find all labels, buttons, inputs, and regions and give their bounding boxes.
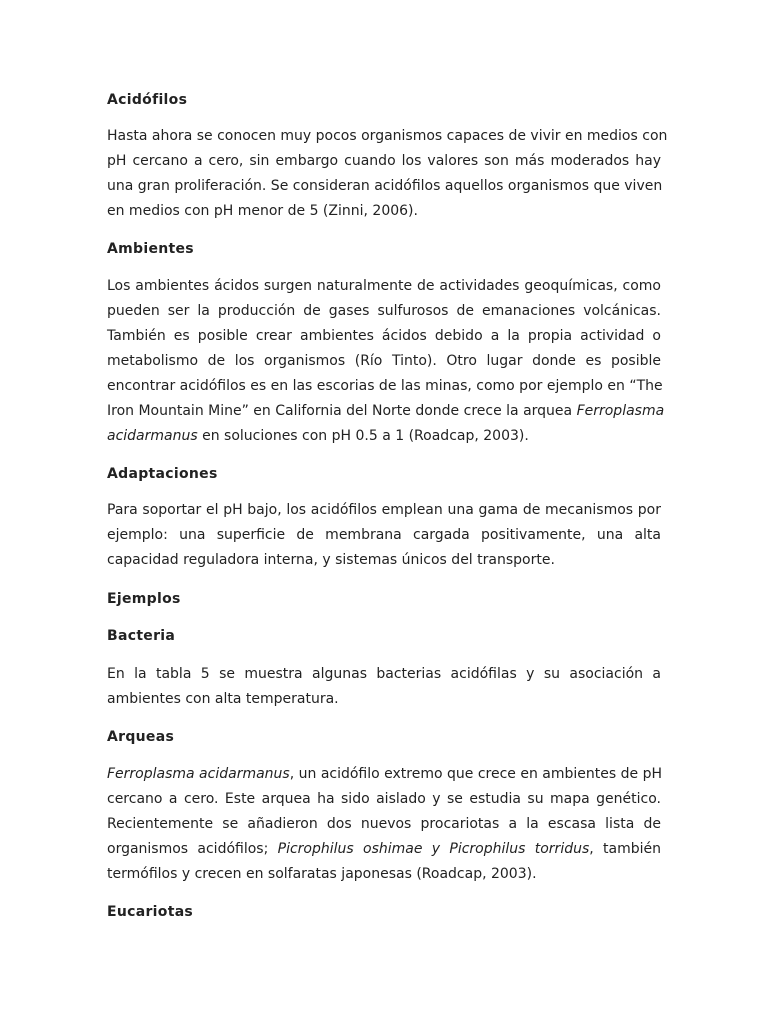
species-name: Ferroplasma acidarmanus <box>107 766 290 782</box>
heading-ejemplos: Ejemplos <box>107 591 181 607</box>
paragraph-bacteria <box>107 662 661 712</box>
text-line: En la tabla 5 se muestra algunas bacterias acidófilas y su asociación a <box>107 666 661 682</box>
text-line: ejemplo: una superficie de membrana cargada positivamente, una alta <box>107 527 661 543</box>
text-segment: en soluciones con pH 0.5 a 1 (Roadcap, 2003). <box>197 428 529 444</box>
text-line: una gran proliferación. Se consideran acidófilos aquellos organismos que viven <box>107 178 663 194</box>
text-line: Recientemente se añadieron dos nuevos procariotas a la escasa lista de <box>107 816 661 832</box>
text-line: Los ambientes ácidos surgen naturalmente de actividades geoquímicas, como <box>107 278 661 294</box>
text-line: termófilos y crecen en solfaratas japonesas (Roadcap, 2003). <box>107 866 537 882</box>
paragraph-arqueas <box>107 762 661 887</box>
text-line: Para soportar el pH bajo, los acidófilos emplean una gama de mecanismos por <box>107 502 661 518</box>
text-segment: , también <box>589 841 661 857</box>
heading-bacteria: Bacteria <box>107 628 176 644</box>
heading-arqueas: Arqueas <box>107 729 175 745</box>
text-line: pH cercano a cero, sin embargo cuando los valores son más moderados hay <box>107 153 661 169</box>
text-line: metabolismo de los organismos (Río Tinto). Otro lugar donde es posible <box>107 353 661 369</box>
text-line <box>107 424 661 449</box>
text-line: cercano a cero. Este arquea ha sido aislado y se estudia su mapa genético. <box>107 791 661 807</box>
text-line: pueden ser la producción de gases sulfurosos de emanaciones volcánicas. <box>107 303 661 319</box>
species-name: Ferroplasma <box>576 403 665 419</box>
text-segment: , un acidófilo extremo que crece en ambientes de pH <box>289 766 662 782</box>
text-line: También es posible crear ambientes ácidos debido a la propia actividad o <box>107 328 661 344</box>
species-name: acidarmanus <box>107 428 198 444</box>
paragraph-adaptaciones <box>107 498 661 573</box>
heading-ambientes: Ambientes <box>107 241 194 257</box>
text-line: capacidad reguladora interna, y sistemas únicos del transporte. <box>107 552 555 568</box>
paragraph-ambientes <box>107 274 665 449</box>
text-line <box>107 837 661 862</box>
text-line <box>107 762 661 787</box>
text-segment: organismos acidófilos; <box>107 841 278 857</box>
text-line: ambientes con alta temperatura. <box>107 691 339 707</box>
text-segment: Iron Mountain Mine” en California del Norte donde crece la arquea <box>107 403 577 419</box>
heading-acidofilos: Acidófilos <box>107 92 188 108</box>
text-line: en medios con pH menor de 5 (Zinni, 2006). <box>107 203 418 219</box>
paragraph-acidofilos <box>107 124 668 224</box>
text-line: encontrar acidófilos es en las escorias de las minas, como por ejemplo en “The <box>107 378 663 394</box>
heading-eucariotas: Eucariotas <box>107 904 194 920</box>
species-name: Picrophilus oshimae y Picrophilus torridus <box>277 841 590 857</box>
text-line <box>107 399 665 424</box>
heading-adaptaciones: Adaptaciones <box>107 466 218 482</box>
text-line: Hasta ahora se conocen muy pocos organismos capaces de vivir en medios con <box>107 128 668 144</box>
